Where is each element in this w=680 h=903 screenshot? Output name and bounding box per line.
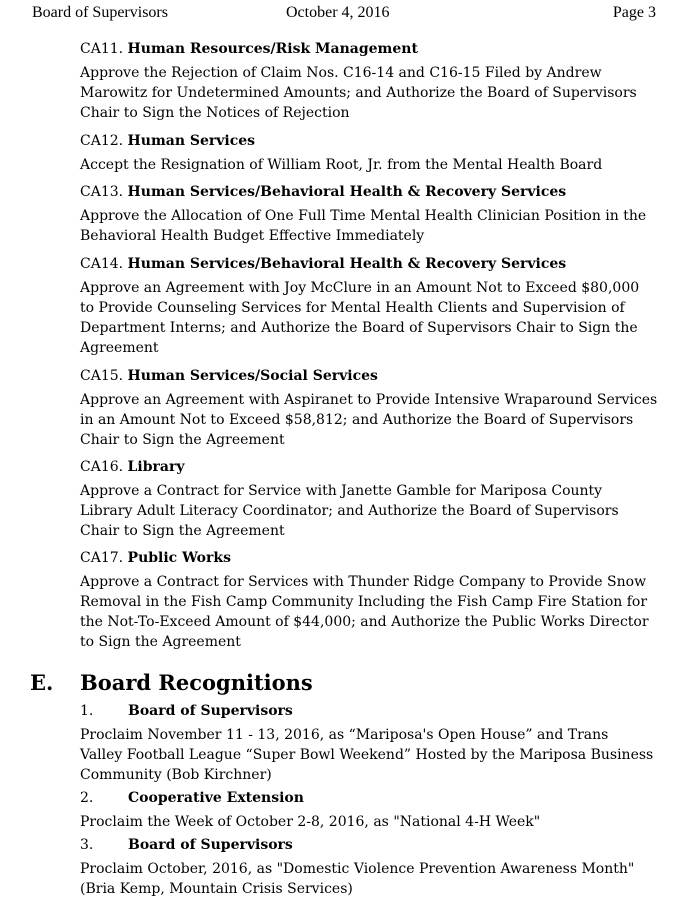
description-line: Accept the Resignation of William Root, Jr. from the Mental Health Board — [80, 157, 603, 173]
recognition-description — [80, 725, 666, 785]
consent-item-department: Human Services — [127, 133, 256, 149]
consent-item — [80, 457, 666, 541]
description-line: Proclaim the Week of October 2-8, 2016, as "National 4-H Week" — [80, 814, 541, 830]
consent-item-heading — [80, 39, 666, 59]
description-line: Approve a Contract for Service with Janette Gamble for Mariposa County — [80, 483, 603, 499]
description-line: (Bria Kemp, Mountain Crisis Services) — [80, 881, 353, 897]
consent-item-number: CA12. — [80, 133, 124, 149]
consent-item-description — [80, 63, 666, 123]
consent-item-description — [80, 481, 666, 541]
description-line: Library Adult Literacy Coordinator; and Authorize the Board of Supervisors — [80, 503, 619, 519]
consent-item-number: CA16. — [80, 459, 124, 475]
consent-item-department: Human Services/Social Services — [127, 368, 378, 384]
consent-item-number: CA15. — [80, 368, 124, 384]
description-line: to Provide Counseling Services for Mental Health Clients and Supervision of — [80, 300, 625, 316]
consent-item — [80, 131, 666, 175]
consent-item — [80, 548, 666, 652]
consent-item-description — [80, 278, 666, 358]
description-line: Proclaim October, 2016, as "Domestic Violence Prevention Awareness Month" — [80, 861, 635, 877]
recognition-name: Board of Supervisors — [128, 703, 293, 719]
consent-item-department: Human Services/Behavioral Health & Recovery Services — [127, 256, 567, 272]
recognition-number: 3. — [80, 837, 94, 853]
header-date: October 4, 2016 — [286, 4, 390, 21]
description-line: Removal in the Fish Camp Community Including the Fish Camp Fire Station for — [80, 594, 648, 610]
consent-item-number: CA11. — [80, 41, 124, 57]
description-line: Department Interns; and Authorize the Board of Supervisors Chair to Sign the — [80, 320, 638, 336]
consent-item-heading — [80, 131, 666, 151]
header-page-number: Page 3 — [612, 4, 656, 21]
consent-item-heading — [80, 366, 666, 386]
recognition-description — [80, 812, 666, 832]
consent-item-number: CA17. — [80, 550, 124, 566]
section-letter: E. — [30, 670, 54, 695]
recognition-name: Cooperative Extension — [128, 790, 304, 806]
description-line: Behavioral Health Budget Effective Immediately — [80, 228, 425, 244]
consent-item-number: CA13. — [80, 184, 124, 200]
consent-item-department: Public Works — [127, 550, 231, 566]
section-title: Board Recognitions — [80, 670, 313, 695]
description-line: Approve an Agreement with Joy McClure in an Amount Not to Exceed $80,000 — [80, 280, 640, 296]
description-line: Valley Football League “Super Bowl Weekend” Hosted by the Mariposa Business — [80, 747, 654, 763]
description-line: the Not-To-Exceed Amount of $44,000; and Authorize the Public Works Director — [80, 614, 649, 630]
consent-item-description — [80, 206, 666, 246]
description-line: Approve an Agreement with Aspiranet to Provide Intensive Wraparound Services — [80, 392, 658, 408]
header-board-name: Board of Supervisors — [32, 4, 168, 21]
description-line: Chair to Sign the Agreement — [80, 523, 285, 539]
consent-item-heading — [80, 182, 666, 202]
description-line: Community (Bob Kirchner) — [80, 767, 272, 783]
page-header — [32, 4, 656, 24]
description-line: Approve the Allocation of One Full Time Mental Health Clinician Position in the — [80, 208, 647, 224]
consent-item-heading — [80, 457, 666, 477]
description-line: in an Amount Not to Exceed $58,812; and Authorize the Board of Supervisors — [80, 412, 634, 428]
description-line: Chair to Sign the Agreement — [80, 432, 285, 448]
consent-item-description — [80, 390, 666, 450]
recognition-number: 1. — [80, 703, 94, 719]
description-line: Approve a Contract for Services with Thunder Ridge Company to Provide Snow — [80, 574, 647, 590]
consent-item-description — [80, 572, 666, 652]
recognition-number: 2. — [80, 790, 94, 806]
description-line: Proclaim November 11 - 13, 2016, as “Mariposa's Open House” and Trans — [80, 727, 609, 743]
consent-item-number: CA14. — [80, 256, 124, 272]
consent-item-description — [80, 155, 666, 175]
description-line: Marowitz for Undetermined Amounts; and Authorize the Board of Supervisors — [80, 85, 637, 101]
consent-item-heading — [80, 548, 666, 568]
consent-item — [80, 182, 666, 246]
consent-item — [80, 366, 666, 450]
recognition-name: Board of Supervisors — [128, 837, 293, 853]
consent-item — [80, 254, 666, 358]
consent-item-department: Human Services/Behavioral Health & Recovery Services — [127, 184, 567, 200]
consent-item-department: Human Resources/Risk Management — [127, 41, 418, 57]
consent-item-department: Library — [127, 459, 185, 475]
description-line: Approve the Rejection of Claim Nos. C16-14 and C16-15 Filed by Andrew — [80, 65, 602, 81]
consent-item — [80, 39, 666, 123]
consent-item-heading — [80, 254, 666, 274]
description-line: Chair to Sign the Notices of Rejection — [80, 105, 350, 121]
recognition-description — [80, 859, 666, 899]
description-line: Agreement — [80, 340, 159, 356]
description-line: to Sign the Agreement — [80, 634, 241, 650]
